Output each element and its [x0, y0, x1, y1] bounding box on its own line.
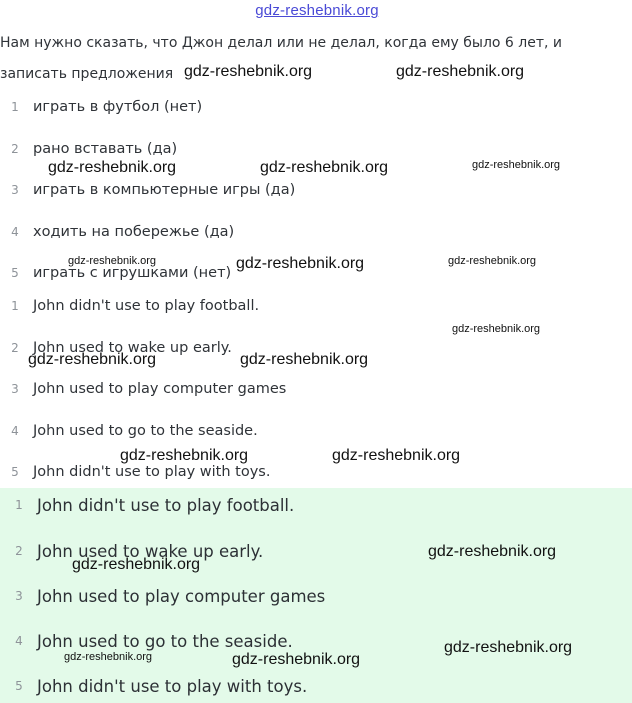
item-text: John didn't use to play football.	[33, 298, 260, 314]
item-text: играть в компьютерные игры (да)	[33, 182, 296, 198]
prompt-item	[0, 178, 295, 202]
item-number: 5	[15, 679, 23, 693]
item-number: 4	[11, 225, 19, 239]
item-text: John used to play computer games	[37, 586, 326, 606]
item-number: 5	[11, 266, 19, 280]
item-number: 4	[11, 424, 19, 438]
item-text: John used to play computer games	[33, 381, 287, 397]
item-number: 2	[11, 142, 19, 156]
watermark: gdz-reshebnik.org	[452, 323, 541, 335]
item-text: John used to wake up early.	[37, 541, 264, 561]
watermark: gdz-reshebnik.org	[472, 159, 561, 171]
item-number: 1	[11, 299, 19, 313]
item-text: John didn't use to play with toys.	[37, 676, 308, 696]
item-number: 3	[11, 382, 19, 396]
answer-item	[0, 493, 294, 517]
watermark: gdz-reshebnik.org	[64, 651, 153, 663]
answer-item	[0, 584, 325, 608]
item-number: 3	[15, 589, 23, 603]
prompt-item	[0, 137, 177, 161]
sentence-item	[0, 294, 259, 318]
watermark: gdz-reshebnik.org	[232, 651, 361, 668]
watermark: gdz-reshebnik.org	[444, 639, 573, 656]
item-number: 3	[11, 183, 19, 197]
watermark: gdz-reshebnik.org	[72, 556, 201, 573]
item-text: John didn't use to play with toys.	[33, 464, 271, 480]
watermark: gdz-reshebnik.org	[48, 159, 177, 176]
watermark: gdz-reshebnik.org	[236, 255, 365, 272]
intro-line-2: записать предложения	[0, 66, 174, 82]
item-text: играть с игрушками (нет)	[33, 265, 232, 281]
site-header-link[interactable]: gdz-reshebnik.org	[255, 2, 379, 19]
sentence-item	[0, 377, 286, 401]
watermark: gdz-reshebnik.org	[120, 447, 249, 464]
item-number: 2	[11, 341, 19, 355]
item-number: 1	[11, 100, 19, 114]
item-text: играть в футбол (нет)	[33, 99, 203, 115]
watermark: gdz-reshebnik.org	[28, 351, 157, 368]
item-number: 4	[15, 634, 23, 648]
watermark: gdz-reshebnik.org	[428, 543, 557, 560]
answer-item	[0, 674, 307, 698]
watermark: gdz-reshebnik.org	[396, 63, 525, 80]
sentence-item	[0, 419, 258, 443]
intro-line-1: Нам нужно сказать, что Джон делал или не делал, когда ему было 6 лет, и	[0, 35, 562, 51]
watermark: gdz-reshebnik.org	[68, 255, 157, 267]
item-number: 2	[15, 544, 23, 558]
item-text: рано вставать (да)	[33, 141, 178, 157]
item-text: John used to go to the seaside.	[33, 423, 258, 439]
prompt-item	[0, 220, 234, 244]
item-number: 1	[15, 498, 23, 512]
item-text: John didn't use to play football.	[37, 495, 295, 515]
item-text: ходить на побережье (да)	[33, 224, 235, 240]
watermark: gdz-reshebnik.org	[260, 159, 389, 176]
watermark: gdz-reshebnik.org	[240, 351, 369, 368]
item-text: John used to go to the seaside.	[37, 631, 293, 651]
item-number: 5	[11, 465, 19, 479]
watermark: gdz-reshebnik.org	[448, 255, 537, 267]
watermark: gdz-reshebnik.org	[332, 447, 461, 464]
prompt-item	[0, 95, 202, 119]
answer-item	[0, 629, 293, 653]
item-text: John used to wake up early.	[33, 340, 232, 356]
answer-panel	[0, 488, 632, 703]
watermark: gdz-reshebnik.org	[184, 63, 313, 80]
